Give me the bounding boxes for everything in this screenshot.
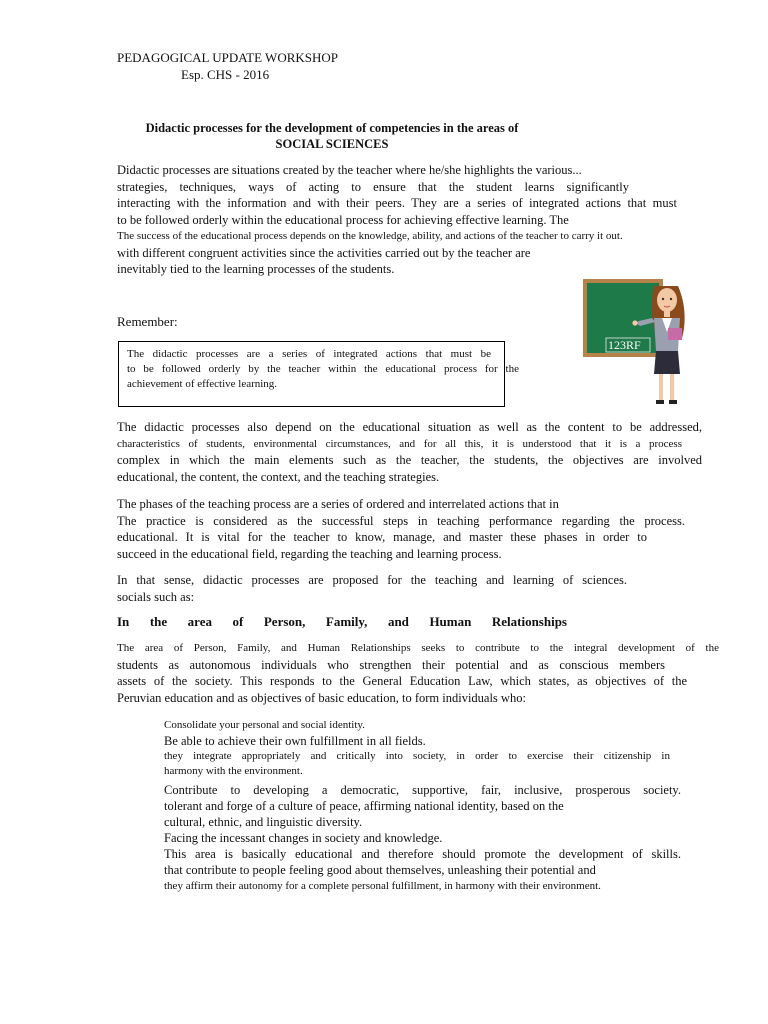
area-heading-word: area — [187, 614, 212, 629]
area-heading-word: and — [387, 614, 409, 629]
sense-line: socials such as: — [117, 589, 195, 604]
phases-line: educational. It is vital for the teacher to know, manage, and master these phases in order to — [117, 530, 647, 544]
intro-paragraph — [117, 162, 677, 278]
list-item — [140, 733, 685, 749]
list-item-line: that contribute to people feeling good about themselves, unleashing their potential and — [164, 863, 596, 877]
process-line: complex in which the main elements such as the teacher, the students, the objectives are involved — [117, 453, 702, 467]
workshop-subtitle: Esp. CHS - 2016 — [181, 67, 270, 82]
intro-line: The success of the educational process depends on the knowledge, ability, and actions of the teacher to carry it out. — [117, 230, 623, 242]
intro-line: interacting with the information and with their peers. They are a series of integrated actions that must — [117, 196, 677, 210]
list-item-line: Consolidate your personal and social identity. — [164, 719, 365, 731]
box-line: The didactic processes are a series of integrated actions that must be — [127, 348, 491, 360]
list-item-line: This area is basically educational and therefore should promote the development of skills. — [164, 847, 681, 861]
area-paragraph — [117, 640, 719, 706]
board-label: 123RF — [608, 338, 641, 352]
process-line: educational, the content, the context, and the teaching strategies. — [117, 469, 440, 484]
skirt — [654, 351, 680, 374]
intro-line: strategies, techniques, ways of acting to ensure that the student learns significantly — [117, 179, 629, 194]
process-paragraph — [117, 419, 702, 485]
list-item — [140, 846, 685, 894]
area-heading-word: Relationships — [491, 614, 567, 629]
intro-line: Didactic processes are situations created by the teacher where he/she highlights the various... — [117, 163, 582, 177]
list-item — [140, 830, 685, 846]
sense-paragraph — [117, 572, 627, 605]
box-line: achievement of effective learning. — [127, 378, 278, 390]
area-heading-word: In — [117, 614, 130, 629]
list-item-line: Facing the incessant changes in society and knowledge. — [164, 831, 443, 845]
doc-title-line1: Didactic processes for the development of competencies in the areas of — [145, 121, 519, 135]
teacher-illustration — [580, 276, 690, 411]
phases-line: The phases of the teaching process are a series of ordered and interrelated actions that in — [117, 497, 559, 511]
area-line: students as autonomous individuals who strengthen their potential and as conscious members — [117, 657, 665, 672]
list-item — [140, 749, 685, 779]
list-item-line: Contribute to developing a democratic, supportive, fair, inclusive, prosperous society. — [164, 783, 681, 797]
list-item-line: they affirm their autonomy for a complete personal fulfillment, in harmony with their environment. — [164, 880, 601, 892]
area-heading-word: Family, — [325, 614, 368, 629]
intro-line: with different congruent activities since the activities carried out by the teacher are — [117, 245, 531, 260]
face — [657, 288, 677, 312]
area-line: The area of Person, Family, and Human Relationships seeks to contribute to the integral development of the — [117, 642, 719, 654]
list-item-line: they integrate appropriately and critically into society, in order to exercise their citizenship in — [164, 750, 670, 762]
sense-line: In that sense, didactic processes are proposed for the teaching and learning of sciences. — [117, 573, 627, 587]
intro-line: to be followed orderly within the educational process for achieving effective learning. The — [117, 212, 569, 227]
list-item-line: harmony with the environment. — [164, 765, 303, 777]
list-item-line: Be able to achieve their own fulfillment in all fields. — [164, 734, 426, 748]
book — [668, 328, 682, 340]
area-heading — [117, 614, 567, 630]
phases-line: succeed in the educational field, regarding the teaching and learning process. — [117, 546, 502, 561]
process-line: characteristics of students, environmental circumstances, and for all this, it is understood that it is a process — [117, 437, 682, 450]
objectives-list — [140, 718, 685, 894]
phases-line: The practice is considered as the successful steps in teaching performance regarding the process. — [117, 513, 685, 528]
area-line: Peruvian education and as objectives of basic education, to form individuals who: — [117, 690, 526, 705]
process-line: The didactic processes also depend on the educational situation as well as the content to be addressed, — [117, 420, 702, 434]
area-line: assets of the society. This responds to the General Education Law, which states, as objectives of the — [117, 674, 687, 688]
area-heading-word: the — [149, 614, 168, 629]
phases-paragraph — [117, 496, 685, 562]
intro-line: inevitably tied to the learning processes of the students. — [117, 262, 395, 276]
area-heading-word: Human — [429, 614, 472, 629]
box-line: to be followed orderly by the teacher within the educational process for the — [127, 363, 519, 375]
list-item — [140, 718, 685, 733]
list-item-line: tolerant and forge of a culture of peace, affirming national identity, based on the — [164, 799, 564, 813]
doc-title-line2: SOCIAL SCIENCES — [275, 137, 389, 151]
definition-box — [118, 341, 519, 407]
area-heading-word: of — [232, 614, 244, 629]
list-item-line: cultural, ethnic, and linguistic diversity. — [164, 815, 363, 829]
remember-label: Remember: — [117, 314, 178, 329]
area-heading-word: Person, — [263, 614, 306, 629]
list-item — [140, 782, 685, 830]
workshop-title: PEDAGOGICAL UPDATE WORKSHOP — [117, 50, 339, 65]
